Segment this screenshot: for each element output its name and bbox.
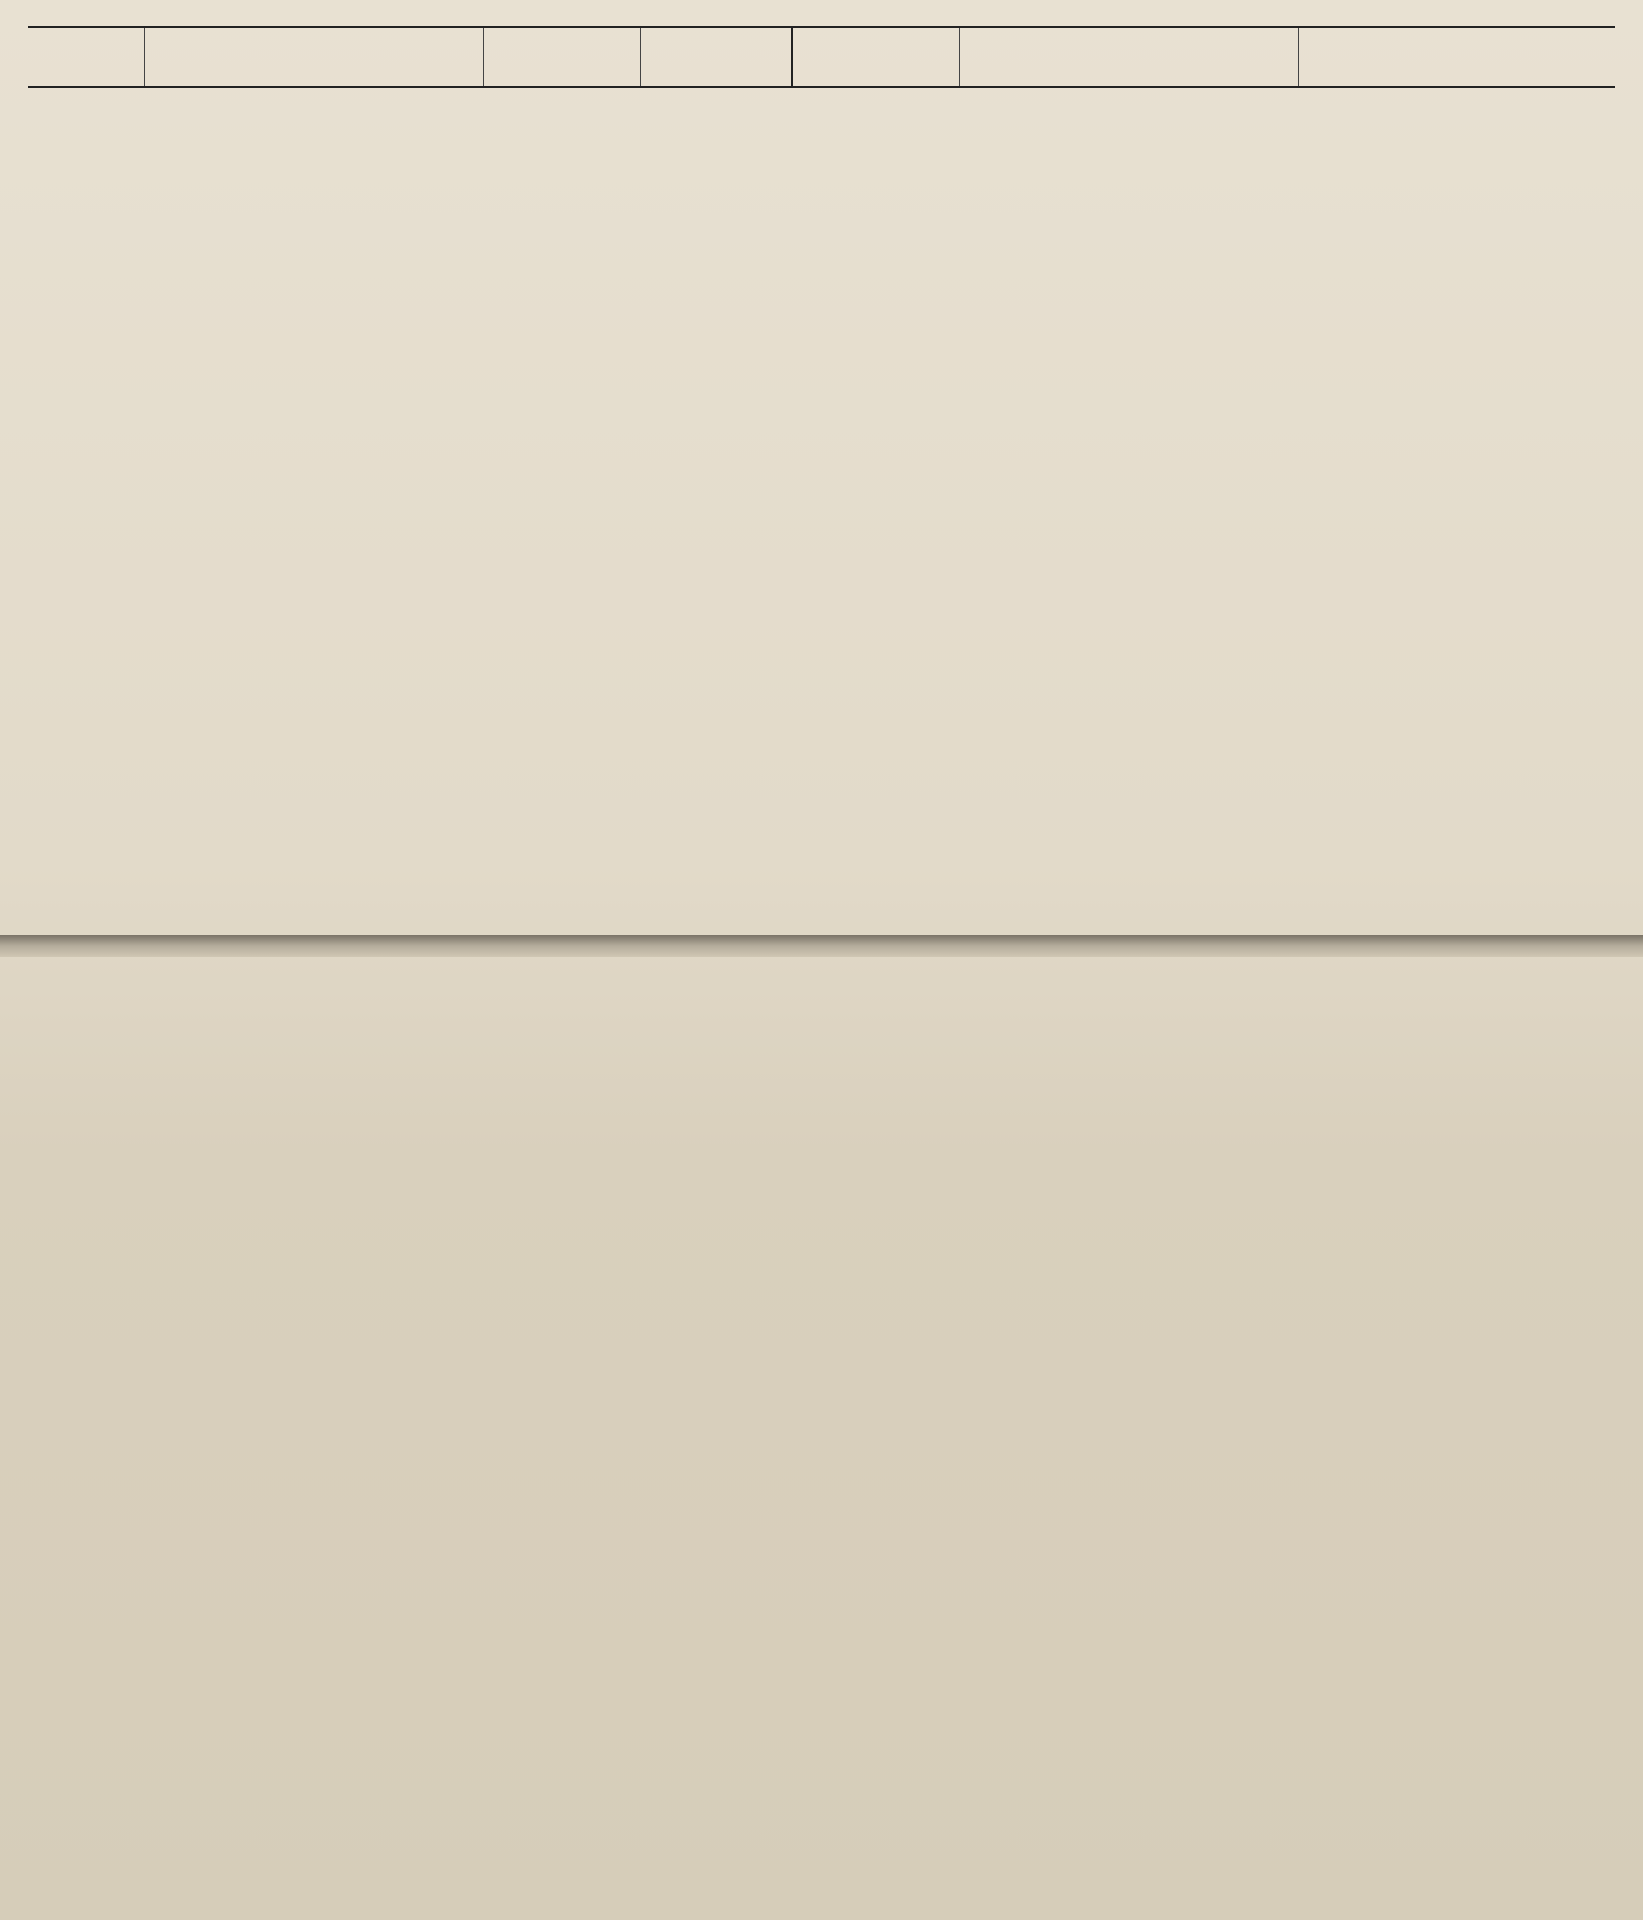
night-right-times [791,28,960,86]
bratislava-section [0,0,1643,935]
budejovice-section [0,957,1643,1920]
page-fold [0,935,1643,957]
night-right-stops [960,28,1299,86]
budejovice-rotated [0,957,1643,1920]
night-left-times [28,28,145,86]
night-left-back [484,28,641,86]
night-left-stops [145,28,484,86]
night-right-back [1299,28,1435,86]
night-grid [28,26,1615,88]
night-block [28,26,1615,88]
